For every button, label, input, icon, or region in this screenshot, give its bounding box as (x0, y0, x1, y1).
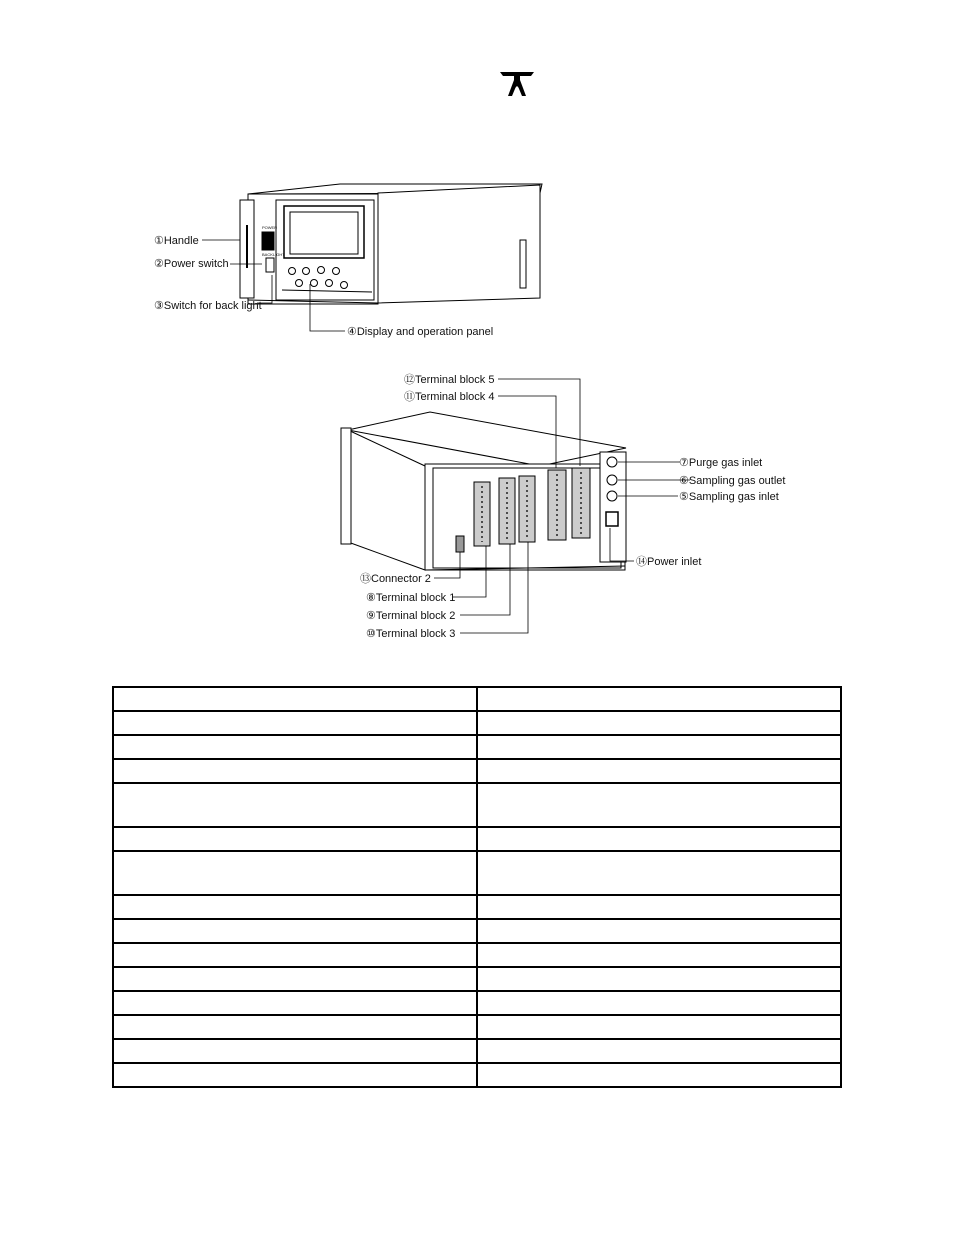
table-cell (113, 711, 477, 735)
rear-label-terminal-block-1: ⑧Terminal block 1 (366, 592, 456, 604)
rear-label-power-inlet: ⑭Power inlet (636, 556, 702, 568)
table-row (113, 1063, 841, 1087)
panel-text-power: POWER (262, 225, 278, 230)
table-cell (113, 943, 477, 967)
table-row (113, 759, 841, 783)
table-cell (477, 967, 841, 991)
table-cell (113, 687, 477, 711)
rear-view-drawing (341, 412, 626, 570)
table-cell (477, 735, 841, 759)
table-cell (113, 919, 477, 943)
rear-label-sampling-gas-inlet: ⑤Sampling gas inlet (679, 491, 779, 503)
table-row (113, 1039, 841, 1063)
table-cell (477, 991, 841, 1015)
table-row (113, 827, 841, 851)
table-cell (477, 1015, 841, 1039)
table-cell (477, 759, 841, 783)
table-row (113, 735, 841, 759)
table-cell (477, 1063, 841, 1087)
table-row (113, 1015, 841, 1039)
table-row (113, 919, 841, 943)
table-row (113, 711, 841, 735)
front-label-handle: ①Handle (154, 235, 199, 247)
parts-table (112, 686, 842, 1088)
table-row (113, 783, 841, 827)
table-row (113, 943, 841, 967)
rear-label-terminal-block-3: ⑩Terminal block 3 (366, 628, 456, 640)
table-cell (477, 827, 841, 851)
front-label-back-light-switch: ③Switch for back light (154, 300, 262, 312)
table-cell (477, 783, 841, 827)
table-cell (477, 895, 841, 919)
table-cell (477, 711, 841, 735)
rear-label-sampling-gas-outlet: ⑥Sampling gas outlet (679, 475, 786, 487)
table-cell (113, 783, 477, 827)
table-cell (477, 943, 841, 967)
front-label-display-panel: ④Display and operation panel (347, 326, 494, 338)
front-view-drawing (240, 184, 542, 304)
table-cell (113, 1039, 477, 1063)
table-row (113, 991, 841, 1015)
table-cell (113, 851, 477, 895)
rear-label-terminal-block-4: ⑪Terminal block 4 (404, 391, 495, 403)
table-row (113, 687, 841, 711)
parts-table-body (113, 687, 841, 1087)
table-row (113, 967, 841, 991)
table-row (113, 895, 841, 919)
table-row (113, 851, 841, 895)
table-cell (113, 1063, 477, 1087)
table-cell (477, 1039, 841, 1063)
table-cell (113, 991, 477, 1015)
table-cell (477, 687, 841, 711)
panel-text-backlight: BACKLIGHT (262, 252, 285, 257)
table-cell (113, 759, 477, 783)
front-label-power-switch: ②Power switch (154, 258, 229, 270)
table-cell (113, 827, 477, 851)
rear-label-terminal-block-5: ⑫Terminal block 5 (404, 374, 495, 386)
table-cell (113, 1015, 477, 1039)
rear-label-terminal-block-2: ⑨Terminal block 2 (366, 610, 456, 622)
table-cell (477, 919, 841, 943)
rear-label-purge-gas-inlet: ⑦Purge gas inlet (679, 457, 763, 469)
table-cell (113, 735, 477, 759)
table-cell (113, 895, 477, 919)
rear-label-connector-2: ⑬Connector 2 (360, 573, 431, 585)
table-cell (477, 851, 841, 895)
table-cell (113, 967, 477, 991)
